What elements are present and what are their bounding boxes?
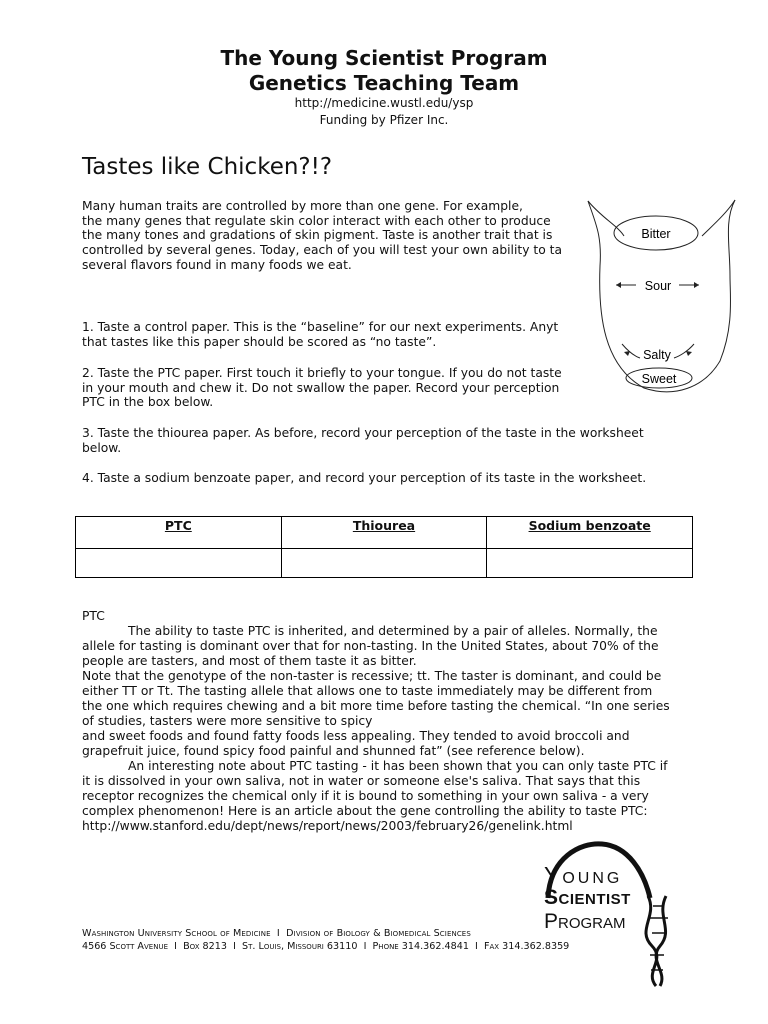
footer-city: St. Louis, Missouri 63110 bbox=[242, 941, 358, 952]
sodium-benzoate-response-cell[interactable] bbox=[487, 549, 693, 578]
footer-school: Washington University School of Medicine bbox=[82, 928, 271, 939]
tongue-edge-right bbox=[702, 200, 735, 236]
funding-note: Funding by Pfizer Inc. bbox=[319, 113, 449, 127]
ptc-text-line: it is dissolved in your own saliva, not in water or someone else's saliva. That says that this bbox=[82, 774, 641, 788]
ptc-text-line: the one which requires chewing and a bit more time before tasting the chemical. “In one series bbox=[82, 699, 670, 713]
team-title: Genetics Teaching Team bbox=[248, 71, 520, 95]
tongue-edge-left bbox=[588, 201, 624, 236]
program-url[interactable]: http://medicine.wustl.edu/ysp bbox=[294, 96, 474, 110]
salty-region-right bbox=[674, 344, 694, 358]
intro-line: the many tones and gradations of skin pigment. Taste is another trait that is bbox=[82, 228, 553, 243]
column-header-sodium-benzoate: Sodium benzoate bbox=[487, 517, 693, 549]
taste-worksheet-table bbox=[75, 516, 693, 578]
footer-separator: I bbox=[363, 941, 367, 952]
step-3 bbox=[82, 426, 644, 455]
tongue-taste-map-diagram bbox=[584, 196, 736, 398]
intro-paragraph bbox=[82, 199, 574, 273]
footer-separator: I bbox=[233, 941, 236, 952]
ptc-text-line: Note that the genotype of the non-taster is recessive; tt. The taster is dominant, and could be bbox=[82, 669, 662, 683]
ptc-text-line: http://www.stanford.edu/dept/news/report/news/2003/february26/genelink.html bbox=[82, 819, 573, 833]
ptc-text-line: of studies, tasters were more sensitive to spicy bbox=[82, 714, 373, 728]
ptc-text-line: people are tasters, and most of them taste it as bitter. bbox=[82, 654, 417, 668]
ptc-text-line: The ability to taste PTC is inherited, and determined by a pair of alleles. Normally, the bbox=[128, 624, 658, 638]
ptc-section bbox=[82, 609, 670, 834]
arrowhead-icon bbox=[616, 282, 621, 288]
footer-separator: I bbox=[174, 941, 177, 952]
footer-separator: I bbox=[276, 928, 280, 939]
ptc-text-line: An interesting note about PTC tasting - it has been shown that you can only taste PTC if bbox=[128, 759, 668, 773]
table-header-row bbox=[76, 517, 693, 549]
logo-word-scientist: Scientist bbox=[544, 886, 631, 909]
sour-label: Sour bbox=[644, 279, 672, 293]
step-4 bbox=[82, 471, 646, 486]
footer-institution-line bbox=[82, 928, 471, 939]
salty-label: Salty bbox=[643, 348, 671, 362]
ptc-text-line: allele for tasting is dominant over that for non-tasting. In the United States, about 70% of the bbox=[82, 639, 659, 653]
arrowhead-icon bbox=[686, 351, 692, 356]
footer-phone: Phone 314.362.4841 bbox=[372, 941, 469, 952]
ptc-text-line: complex phenomenon! Here is an article about the gene controlling the ability to taste PTC: bbox=[82, 804, 648, 818]
intro-line: several flavors found in many foods we eat. bbox=[82, 257, 352, 272]
table-row bbox=[76, 549, 693, 578]
ptc-text-line: grapefruit juice, found spicy food painful and shunned fat” (see reference below). bbox=[82, 744, 585, 758]
footer-contact-line bbox=[82, 941, 569, 952]
step-2 bbox=[82, 366, 570, 410]
step-line: below. bbox=[82, 440, 122, 455]
step-line: in your mouth and chew it. Do not swallow the paper. Record your perception bbox=[82, 380, 560, 395]
logo-word-young: Young bbox=[544, 862, 623, 888]
ptc-text-line: receptor recognizes the chemical only if it is bound to something in your own saliva - a very bbox=[82, 789, 649, 803]
arrowhead-icon bbox=[694, 282, 699, 288]
salty-region-left bbox=[622, 344, 640, 358]
page-heading: Tastes like Chicken?!? bbox=[82, 154, 333, 180]
young-scientist-program-logo bbox=[540, 838, 690, 988]
bitter-label: Bitter bbox=[641, 227, 671, 241]
arrowhead-icon bbox=[624, 351, 630, 356]
column-header-ptc: PTC bbox=[76, 517, 282, 549]
sweet-label: Sweet bbox=[641, 372, 677, 386]
footer-separator: I bbox=[475, 941, 478, 952]
step-line: 2. Taste the PTC paper. First touch it briefly to your tongue. If you do not taste bbox=[82, 366, 562, 380]
ptc-section-label: PTC bbox=[82, 609, 105, 623]
step-line: that tastes like this paper should be scored as “no taste”. bbox=[82, 334, 437, 349]
footer-fax: Fax 314.362.8359 bbox=[483, 941, 570, 952]
step-line: 1. Taste a control paper. This is the “baseline” for our next experiments. Anyt bbox=[82, 320, 559, 334]
column-header-thiourea: Thiourea bbox=[281, 517, 487, 549]
logo-word-program: Program bbox=[544, 910, 626, 933]
intro-line: controlled by several genes. Today, each of you will test your own ability to ta bbox=[82, 243, 562, 258]
intro-line: Many human traits are controlled by more than one gene. For example, bbox=[82, 199, 523, 213]
ptc-response-cell[interactable] bbox=[76, 549, 282, 578]
step-line: 3. Taste the thiourea paper. As before, record your perception of the taste in the worksheet bbox=[82, 426, 644, 440]
program-title: The Young Scientist Program bbox=[220, 46, 548, 70]
ptc-text-line: and sweet foods and found fatty foods less appealing. They tended to avoid broccoli and bbox=[82, 729, 630, 743]
step-line: 4. Taste a sodium benzoate paper, and record your perception of its taste in the worksheet. bbox=[82, 471, 647, 485]
footer-division: Division of Biology & Biomedical Sciences bbox=[286, 928, 471, 939]
intro-line: the many genes that regulate skin color interact with each other to produce bbox=[82, 213, 551, 228]
footer-box: Box 8213 bbox=[183, 941, 227, 952]
ptc-text-block bbox=[82, 624, 670, 834]
ptc-text-line: either TT or Tt. The tasting allele that allows one to taste immediately may be different from bbox=[82, 684, 653, 698]
thiourea-response-cell[interactable] bbox=[281, 549, 487, 578]
footer-address: 4566 Scott Avenue bbox=[82, 941, 168, 952]
step-line: PTC in the box below. bbox=[82, 395, 214, 410]
step-1 bbox=[82, 320, 572, 349]
